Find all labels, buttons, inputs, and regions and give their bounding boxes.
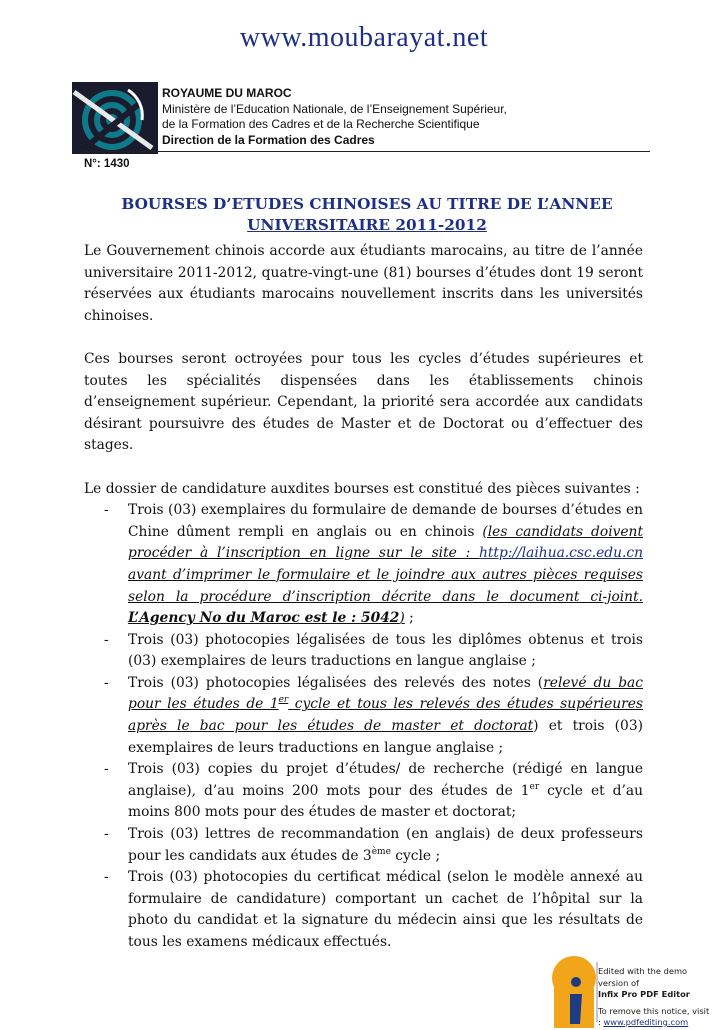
header-ministry: Ministère de l’Education Nationale, de l’Enseignement Supérieur,	[162, 101, 507, 116]
superscript: er	[529, 781, 540, 792]
list-item-emphasis: cycle et tous les relevés des études supérieures après le bac pour les études de master et doctorat	[128, 696, 643, 735]
header-direction: Direction de la Formation des Cadres	[162, 132, 375, 147]
watermark-line-4	[598, 1017, 718, 1029]
list-bullet: -	[104, 869, 109, 886]
list-bullet: -	[104, 502, 109, 519]
list-item-text: ;	[404, 610, 414, 627]
list-item-emphasis: avant d’imprimer le formulaire et le joindre aux autres pièces requises selon la procédure d’inscription décrite dans le document ci-joint.	[128, 566, 643, 605]
list-item	[104, 759, 643, 824]
list-bullet: -	[104, 761, 109, 778]
list-item-emphasis: )	[399, 610, 405, 627]
registration-link[interactable]: http://laihua.csc.edu.cn	[479, 545, 643, 562]
list-bullet: -	[104, 674, 109, 691]
paragraph-dossier: Le dossier de candidature auxdites bourses est constitué des pièces suivantes :	[84, 480, 640, 497]
header-kingdom: ROYAUME DU MAROC	[162, 86, 292, 100]
watermark-line-2: Infix Pro PDF Editor	[598, 989, 690, 999]
list-item-text: ) et trois (03) exemplaires de leurs traductions en langue anglaise ;	[128, 718, 643, 756]
header-divider	[84, 151, 650, 152]
list-item-text: Trois (03) lettres de recommandation (en anglais) de deux professeurs pour les candidats aux études de 3	[128, 826, 643, 864]
header-ministry-cont: de la Formation des Cadres et de la Recherche Scientifique	[162, 117, 480, 131]
list-item	[104, 824, 643, 867]
watermark-notice	[598, 966, 718, 1029]
list-item-text: Trois (03) photocopies légalisées des relevés des notes (	[128, 674, 544, 691]
list-item-text: Trois (03) copies du projet d’études/ de recherche (rédigé en langue anglaise), d’au moins 200 mots pour des études de 1	[128, 761, 643, 799]
list-item	[104, 630, 643, 673]
document-number: N°: 1430	[84, 158, 130, 170]
ministry-logo	[72, 82, 158, 154]
website-header[interactable]: www.moubarayat.net	[239, 22, 489, 53]
list-item	[104, 673, 643, 759]
title-line-2-text: UNIVERSITAIRE 2011-2012	[247, 216, 487, 234]
required-documents-list	[84, 500, 643, 953]
title-line-1: BOURSES D’ETUDES CHINOISES AU TITRE DE L’ANNEE	[121, 195, 613, 213]
paragraph-intro: Le Gouvernement chinois accorde aux étudiants marocains, au titre de l’année universitaire 2011-2012, quatre-vingt-une (81) bourses d’études dont 19 seront réservées aux étudiants marocains nouvellement inscrits dans les universités chinoises.	[84, 243, 643, 324]
superscript: er	[278, 695, 289, 706]
superscript: ème	[371, 846, 391, 857]
list-bullet: -	[104, 631, 109, 648]
document-body	[84, 241, 643, 954]
watermark-link[interactable]: www.pdfediting.com	[603, 1017, 689, 1027]
title-line-2	[84, 215, 650, 236]
list-item-text: Trois (03) photocopies légalisées de tous les diplômes obtenus et trois (03) exemplaires de leurs traductions en langue anglaise ;	[128, 631, 643, 670]
list-item-text: Trois (03) photocopies du certificat médical (selon le modèle annexé au formulaire de candidature) comportant un cachet de l’hôpital sur la photo du candidat et la signature du médecin ainsi que les résultats de tous les examens médicaux effectués.	[128, 869, 643, 950]
list-bullet: -	[104, 826, 109, 843]
watermark-line-1: Edited with the demo version of	[598, 966, 688, 988]
list-item-emphasis: relevé du bac pour les études de 1	[128, 674, 643, 713]
list-item	[104, 867, 643, 953]
agency-number: L’Agency No du Maroc est le : 5042	[128, 610, 400, 627]
paragraph-priority: Ces bourses seront octroyées pour tous les cycles d’études supérieures et toutes les spécialités dispensées dans les établissements chinois d’enseignement supérieur. Cependant, la priorité sera accordée aux candidats désirant poursuivre des études de Master et de Doctorat ou d’effectuer des stages.	[84, 350, 643, 454]
list-item-text: cycle et d’au moins 800 mots pour des études de master et doctorat;	[128, 782, 643, 821]
document-title	[84, 194, 650, 236]
list-item-text: Trois (03) exemplaires du formulaire de demande de bourses d’études en Chine dûment rempli en anglais ou en chinois	[128, 502, 643, 540]
list-item	[104, 500, 643, 630]
watermark-prefix: :	[598, 1017, 604, 1027]
institution-header	[162, 86, 507, 148]
watermark-line-3: To remove this notice, visit	[598, 1005, 710, 1016]
logo-letter: i	[572, 1025, 573, 1027]
list-item-emphasis: (les candidats doivent procéder à l’inscription en ligne sur le site :	[128, 523, 643, 562]
list-item-text: cycle ;	[390, 847, 441, 864]
